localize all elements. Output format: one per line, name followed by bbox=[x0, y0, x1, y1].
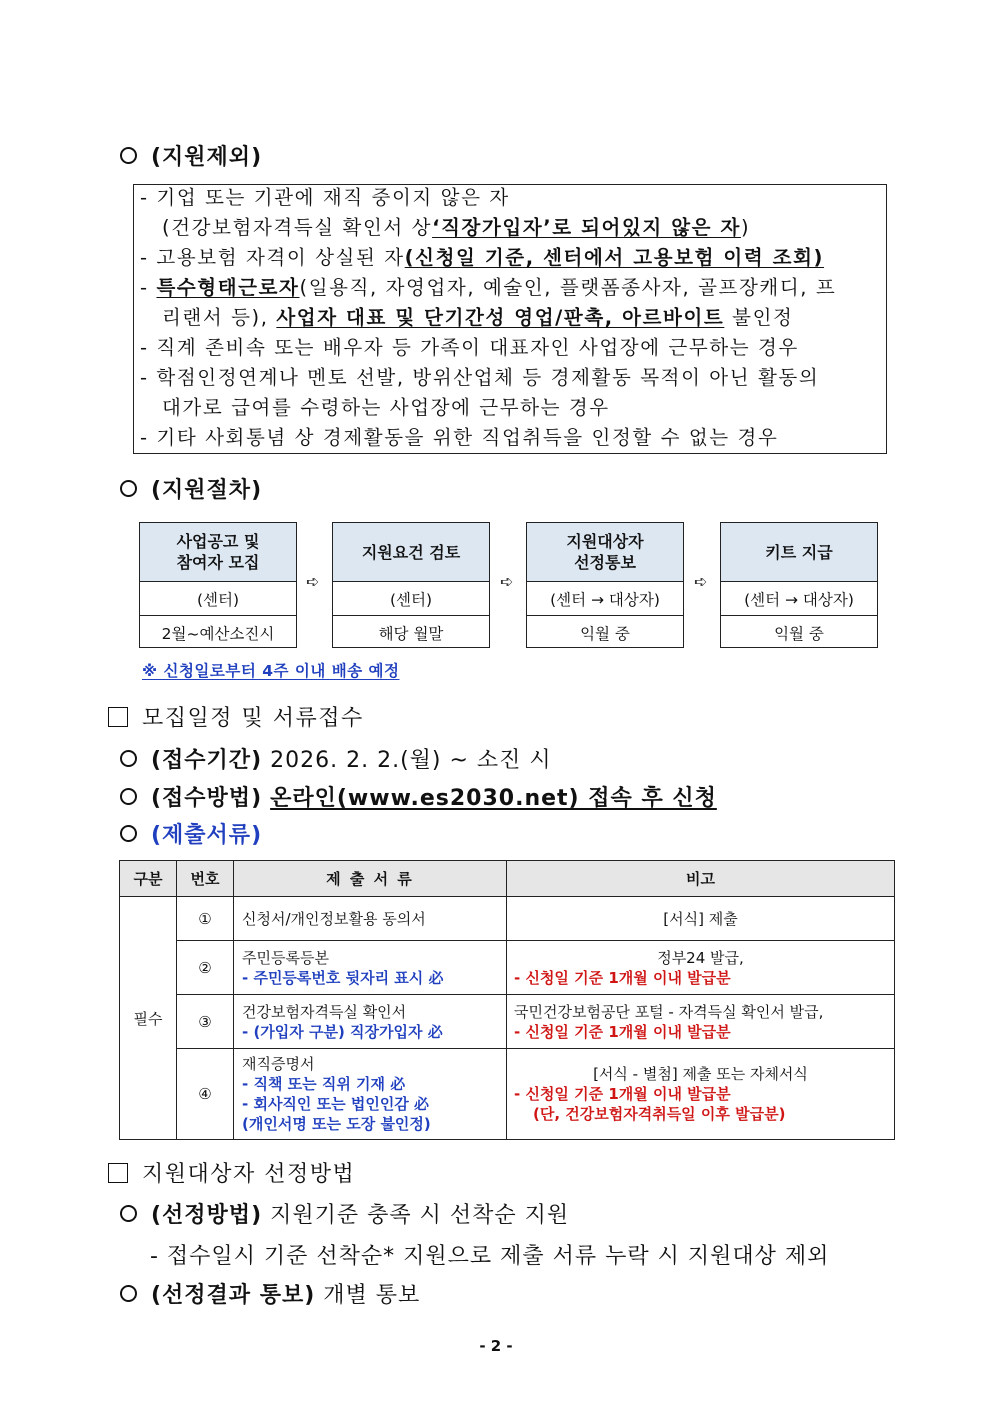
document-cell: 재직증명서 - 직책 또는 직위 기재 必 - 회사직인 또는 법인인감 必 (개인서명 또는 도장 불인정) bbox=[234, 1049, 507, 1140]
remark-cell: 국민건강보험공단 포털 - 자격득실 확인서 발급, - 신청일 기준 1개월 이내 발급분 bbox=[507, 995, 895, 1049]
step-actor: (센터) bbox=[140, 582, 296, 616]
process-step-2 bbox=[332, 522, 490, 648]
selection-method-detail: - 접수일시 기준 선착순* 지원으로 제출 서류 누락 시 지원대상 제외 bbox=[150, 1244, 830, 1269]
step-timing: 2월~예산소진시 bbox=[161, 624, 275, 643]
document-cell: 건강보험자격득실 확인서 - (가입자 구분) 직장가입자 必 bbox=[234, 995, 507, 1049]
step-timing: 해당 월말 bbox=[378, 624, 444, 643]
circle-bullet-icon bbox=[120, 1285, 137, 1302]
step-actor: (센터 → 대상자) bbox=[721, 582, 877, 616]
step-actor: (센터) bbox=[333, 582, 489, 616]
circle-bullet-icon bbox=[120, 1205, 137, 1222]
document-cell: 주민등록등본 - 주민등록번호 뒷자리 표시 必 bbox=[234, 941, 507, 995]
circle-bullet-icon bbox=[120, 788, 137, 805]
exclusion-line-3: - 고용보험 자격이 상실된 자(신청일 기준, 센터에서 고용보험 이력 조회) bbox=[140, 246, 825, 269]
step-title: 지원대상자 선정통보 bbox=[527, 523, 683, 582]
step-timing: 익월 중 bbox=[774, 624, 824, 643]
selection-result-line: (선정결과 통보) 개별 통보 bbox=[120, 1278, 420, 1309]
exclusion-line-7: - 학점인정연계나 멘토 선발, 방위산업체 등 경제활동 목적이 아닌 활동의 bbox=[140, 366, 820, 389]
header-number: 번호 bbox=[177, 861, 234, 897]
process-step-4 bbox=[720, 522, 878, 648]
step-timing: 익월 중 bbox=[580, 624, 630, 643]
circle-bullet-icon bbox=[120, 480, 137, 497]
application-link[interactable]: 온라인(www.es2030.net) 접속 후 신청 bbox=[270, 786, 717, 811]
section-selection-title: 지원대상자 선정방법 bbox=[108, 1157, 355, 1188]
step-title: 사업공고 및 참여자 모집 bbox=[140, 523, 296, 582]
square-bullet-icon bbox=[108, 707, 128, 727]
process-step-3 bbox=[526, 522, 684, 648]
step-title: 지원요건 검토 bbox=[333, 523, 489, 582]
process-step-1 bbox=[139, 522, 297, 648]
docs-heading: (제출서류) bbox=[120, 818, 262, 849]
selection-method-line: (선정방법) 지원기준 충족 시 선착순 지원 bbox=[120, 1198, 569, 1229]
circle-bullet-icon bbox=[120, 147, 137, 164]
step-title: 키트 지급 bbox=[721, 523, 877, 582]
table-row bbox=[120, 897, 895, 941]
table-row bbox=[120, 941, 895, 995]
delivery-note: ※ 신청일로부터 4주 이내 배송 예정 bbox=[142, 662, 400, 680]
arrow-right-icon: ➪ bbox=[694, 572, 708, 591]
remark-cell: [서식] 제출 bbox=[507, 897, 895, 941]
section-recruit-title: 모집일정 및 서류접수 bbox=[108, 701, 364, 732]
exclusion-line-8: 대가로 급여를 수령하는 사업장에 근무하는 경우 bbox=[162, 396, 610, 419]
row-number: ④ bbox=[177, 1049, 234, 1140]
page-number: - 2 - bbox=[479, 1337, 513, 1355]
documents-table bbox=[119, 860, 895, 1140]
exclusion-line-6: - 직계 존비속 또는 배우자 등 가족이 대표자인 사업장에 근무하는 경우 bbox=[140, 336, 799, 359]
step-actor: (센터 → 대상자) bbox=[527, 582, 683, 616]
exclusion-box bbox=[133, 184, 887, 454]
exclusion-line-4: - 특수형태근로자(일용직, 자영업자, 예술인, 플랫폼종사자, 골프장캐디, 프 bbox=[140, 276, 837, 299]
row-number: ① bbox=[177, 897, 234, 941]
remark-cell: 정부24 발급, - 신청일 기준 1개월 이내 발급분 bbox=[507, 941, 895, 995]
required-group-cell: 필수 bbox=[120, 897, 177, 1140]
header-documents: 제 출 서 류 bbox=[234, 861, 507, 897]
remark-cell: [서식 - 별첨] 제출 또는 자체서식 - 신청일 기준 1개월 이내 발급분 (단, 건강보험자격취득일 이후 발급분) bbox=[507, 1049, 895, 1140]
table-row bbox=[120, 1049, 895, 1140]
row-number: ③ bbox=[177, 995, 234, 1049]
exclusion-heading: (지원제외) bbox=[120, 140, 262, 171]
arrow-right-icon: ➪ bbox=[500, 572, 514, 591]
table-header-row bbox=[120, 861, 895, 897]
arrow-right-icon: ➪ bbox=[306, 572, 320, 591]
header-remarks: 비고 bbox=[507, 861, 895, 897]
exclusion-line-2: (건강보험자격득실 확인서 상‘직장가입자’로 되어있지 않은 자) bbox=[162, 216, 751, 239]
period-line: (접수기간) 2026. 2. 2.(월) ~ 소진 시 bbox=[120, 743, 552, 774]
header-category: 구분 bbox=[120, 861, 177, 897]
row-number: ② bbox=[177, 941, 234, 995]
document-cell: 신청서/개인정보활용 동의서 bbox=[234, 897, 507, 941]
exclusion-line-9: - 기타 사회통념 상 경제활동을 위한 직업취득을 인정할 수 없는 경우 bbox=[140, 426, 779, 449]
exclusion-line-5: 리랜서 등), 사업자 대표 및 단기간성 영업/판촉, 아르바이트 불인정 bbox=[162, 306, 794, 329]
square-bullet-icon bbox=[108, 1163, 128, 1183]
procedure-heading: (지원절차) bbox=[120, 473, 262, 504]
circle-bullet-icon bbox=[120, 825, 137, 842]
circle-bullet-icon bbox=[120, 750, 137, 767]
exclusion-line-1: - 기업 또는 기관에 재직 중이지 않은 자 bbox=[140, 186, 510, 209]
method-line: (접수방법) 온라인(www.es2030.net) 접속 후 신청 bbox=[120, 781, 717, 812]
table-row bbox=[120, 995, 895, 1049]
